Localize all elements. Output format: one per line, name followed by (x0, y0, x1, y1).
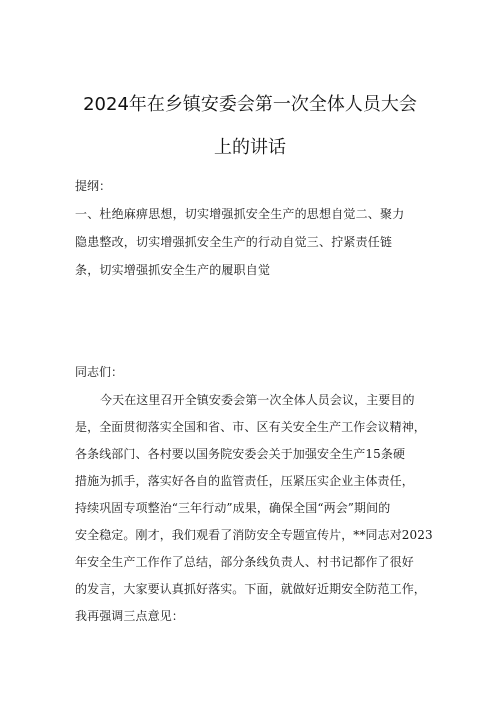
paragraph-line: 年安全生产工作作了总结，部分条线负责人、村书记都作了很好 (75, 555, 414, 569)
outline-line: 隐患整改，切实增强抓安全生产的行动自觉三、拧紧责任链 (75, 235, 393, 249)
paragraph-line: 各条线部门、各村要以国务院安委会关于加强安全生产15条硬 (75, 447, 406, 461)
paragraph-line: 措施为抓手，落实好各自的监管责任，压紧压实企业主体责任， (75, 474, 414, 488)
paragraph-line: 持续巩固专项整治“三年行动”成果，确保全国“两会”期间的 (75, 501, 391, 515)
paragraph-line: 是，全面贯彻落实全国和省、市、区有关安全生产工作会议精神， (75, 420, 426, 434)
greeting: 同志们： (75, 365, 124, 379)
paragraph-line: 今天在这里召开全镇安委会第一次全体人员会议，主要目的 (100, 393, 415, 407)
document-title-line-1: 2024年在乡镇安委会第一次全体人员大会 (83, 94, 417, 115)
paragraph-line: 的发言，大家要认真抓好落实。下面，就做好近期安全防范工作， (75, 582, 426, 596)
outline-label: 提纲： (75, 179, 112, 193)
outline-line: 一、杜绝麻痹思想，切实增强抓安全生产的思想自觉二、聚力 (75, 207, 405, 221)
paragraph-line: 安全稳定。刚才，我们观看了消防安全专题宣传片，**同志对2023 (75, 528, 433, 542)
paragraph-line: 我再强调三点意见： (75, 609, 184, 623)
outline-line: 条，切实增强抓安全生产的履职自觉 (75, 263, 271, 277)
document-title-line-2: 上的讲话 (214, 137, 286, 158)
